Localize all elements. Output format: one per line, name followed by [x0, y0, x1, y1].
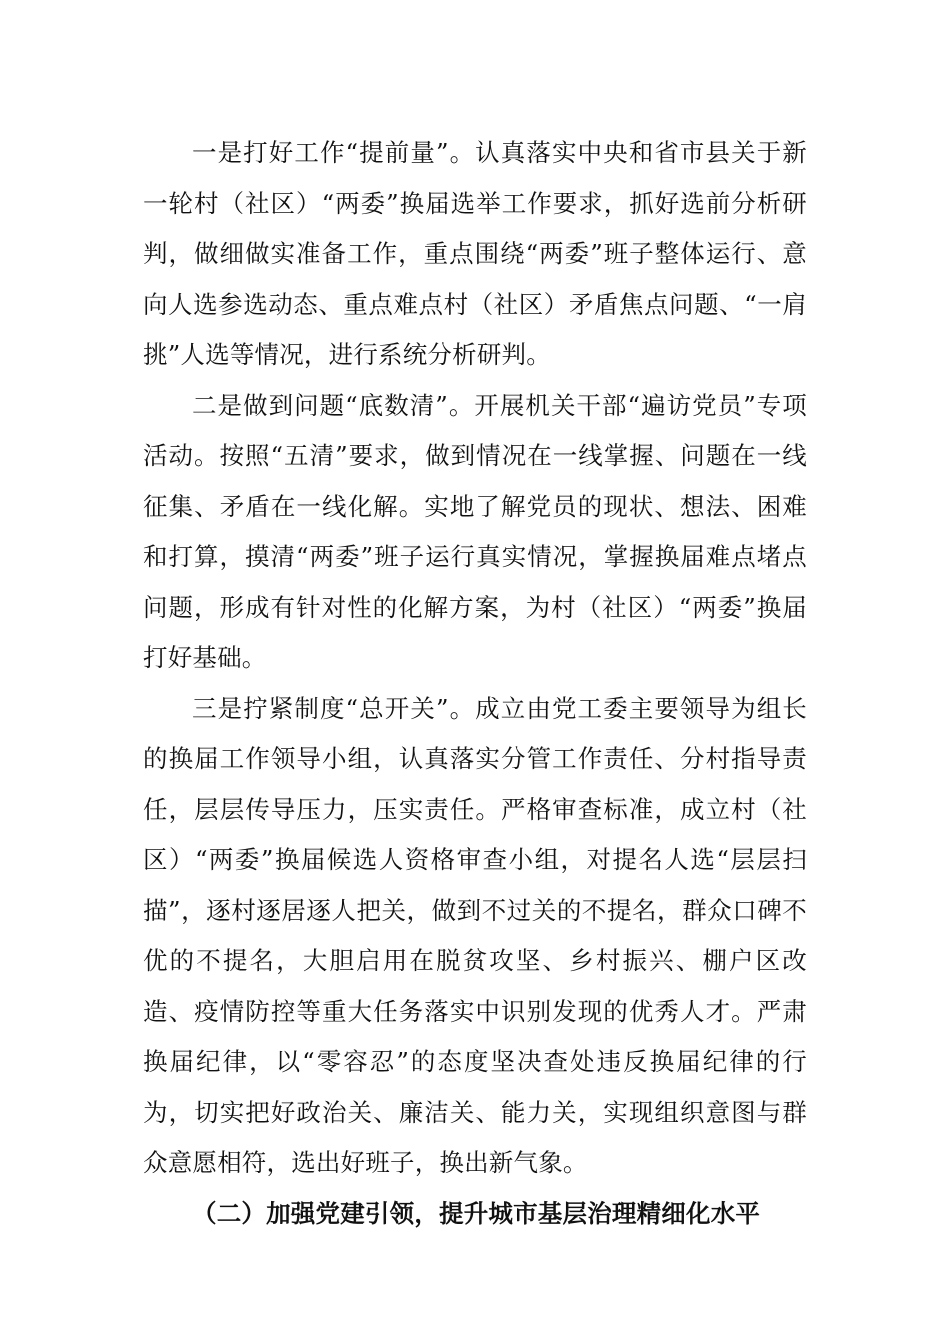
document-body [143, 128, 807, 1239]
paragraph-1: 一是打好工作“提前量”。认真落实中央和省市县关于新一轮村（社区）“两委”换届选举工作要求，抓好选前分析研判，做细做实准备工作，重点围绕“两委”班子整体运行、意向人选参选动态、重点难点村（社区）矛盾焦点问题、“一肩挑”人选等情况，进行系统分析研判。 [143, 138, 807, 369]
section-heading: （二）加强党建引领，提升城市基层治理精细化水平 [192, 1198, 761, 1228]
paragraph-3: 三是拧紧制度“总开关”。成立由党工委主要领导为组长的换届工作领导小组，认真落实分管工作责任、分村指导责任，层层传导压力，压实责任。严格审查标准，成立村（社区）“两委”换届候选人资格审查小组，对提名人选“层层扫描”，逐村逐居逐人把关，做到不过关的不提名，群众口碑不优的不提名，大胆启用在脱贫攻坚、乡村振兴、棚户区改造、疫情防控等重大任务落实中识别发现的优秀人才。严肃换届纪律，以“零容忍”的态度坚决查处违反换届纪律的行为，切实把好政治关、廉洁关、能力关，实现组织意图与群众意愿相符，选出好班子，换出新气象。 [143, 693, 807, 1177]
paragraph-2: 二是做到问题“底数清”。开展机关干部“遍访党员”专项活动。按照“五清”要求，做到情况在一线掌握、问题在一线征集、矛盾在一线化解。实地了解党员的现状、想法、困难和打算，摸清“两委”班子运行真实情况，掌握换届难点堵点问题，形成有针对性的化解方案，为村（社区）“两委”换届打好基础。 [143, 390, 807, 672]
